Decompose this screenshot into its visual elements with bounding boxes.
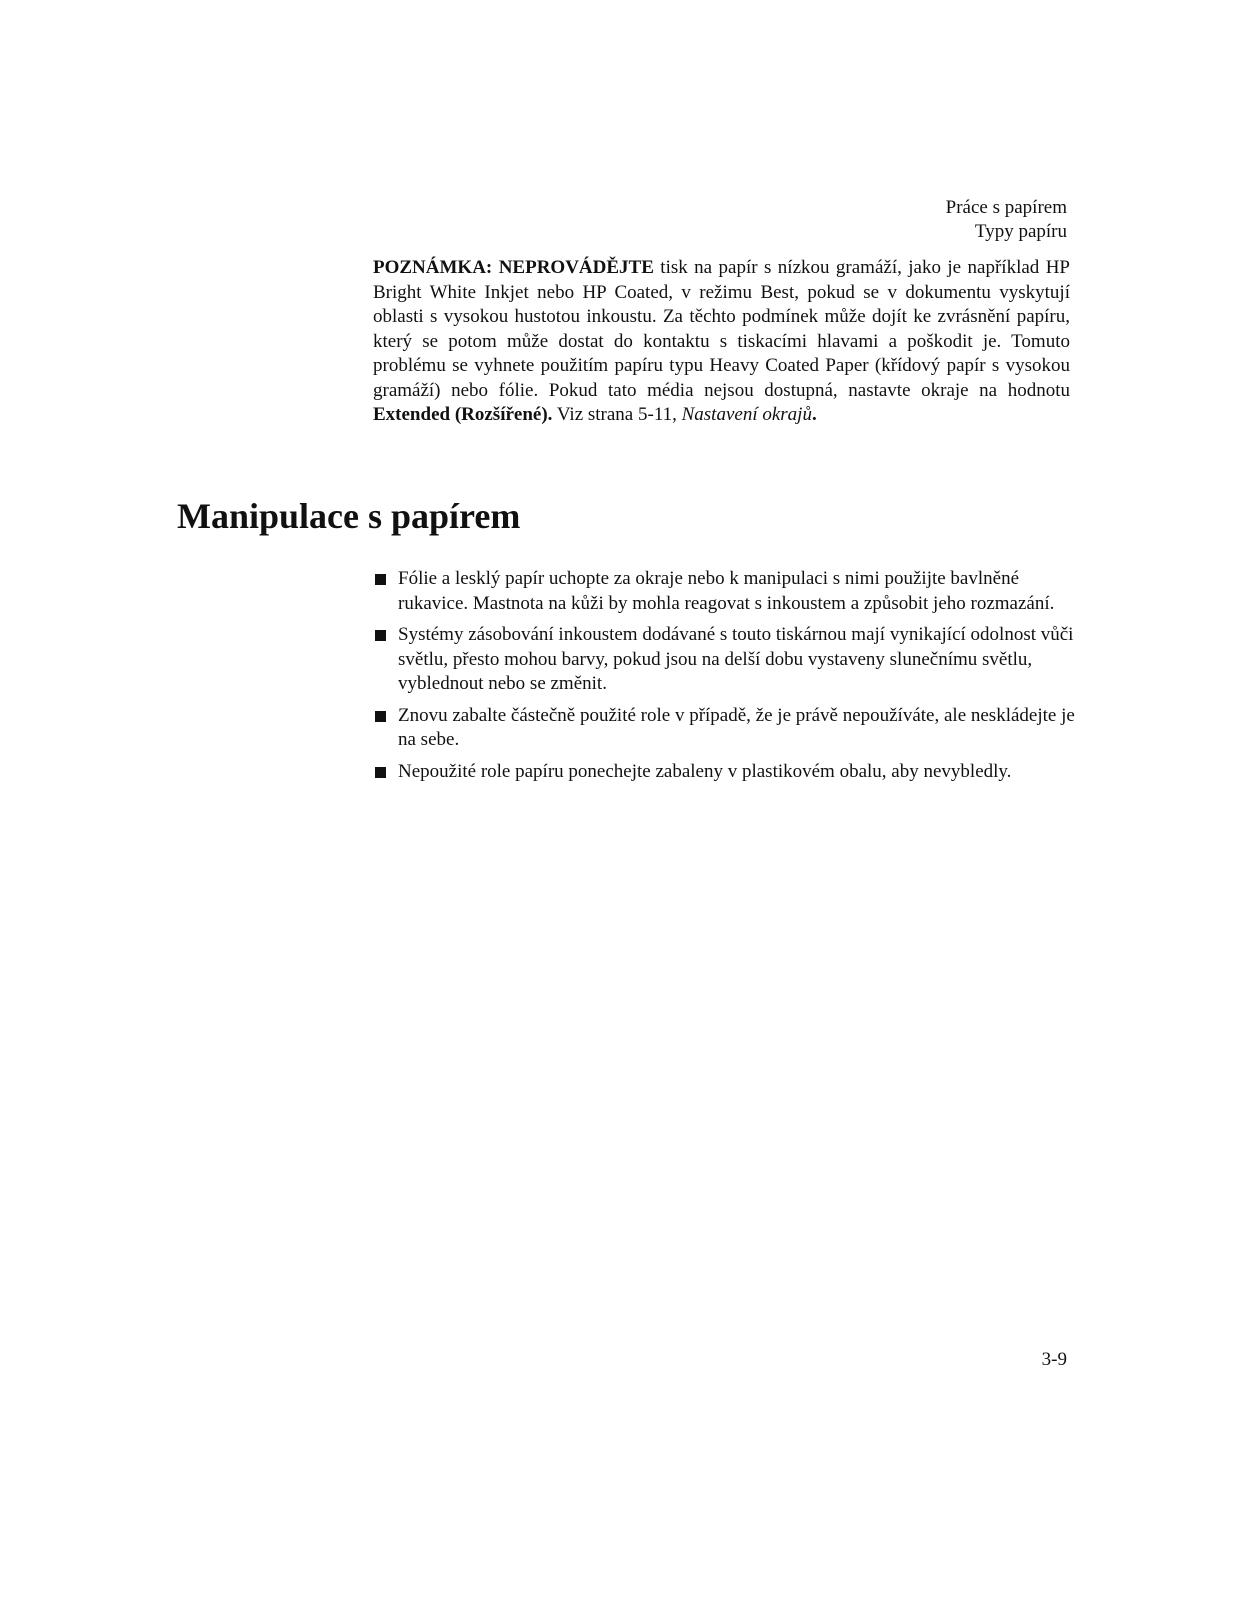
note-cross-reference[interactable]: Nastavení okrajů xyxy=(681,404,812,425)
bullet-square-icon xyxy=(375,711,386,722)
running-header xyxy=(946,196,1067,244)
list-item-text: Fólie a lesklý papír uchopte za okraje nebo k manipulaci s nimi použijte bavlněné rukavice. Mastnota na kůži by mohla reagovat s inkoustem a způsobit jeho rozmazání. xyxy=(398,568,1055,614)
note-emphasis: NEPROVÁDĚJTE xyxy=(498,257,654,278)
list-item-text: Systémy zásobování inkoustem dodávané s touto tiskárnou mají vynikající odolnost vůči světlu, přesto mohou barvy, pokud jsou na delší dobu vystaveny slunečnímu světlu, vyblednout nebo se změnit. xyxy=(398,624,1074,694)
note-paragraph xyxy=(373,256,1070,428)
section-title: Manipulace s papírem xyxy=(177,496,521,536)
note-end: . xyxy=(811,404,817,425)
note-setting: Extended (Rozšířené). xyxy=(373,404,553,425)
list-item xyxy=(373,760,1078,785)
header-section: Typy papíru xyxy=(974,221,1067,242)
note-text-1: tisk na papír s nízkou gramáží, jako je například HP Bright White Inkjet nebo HP Coated, v režimu Best, pokud se v dokumentu vyskytují oblasti s vysokou hustotou inkoustu. Za těchto podmínek může dojít ke zvrásnění papíru, který se potom může dostat do kontaktu s tiskacími hlavami a poškodit je. Tomuto problému se vyhnete použitím papíru typu Heavy Coated Paper (křídový papír s vysokou gramáží) nebo fólie. Pokud tato média nejsou dostupná, nastavte okraje na hodnotu xyxy=(373,257,1070,401)
list-item xyxy=(373,567,1078,616)
bullet-square-icon xyxy=(375,574,386,585)
list-item-text: Nepoužité role papíru ponechejte zabaleny v plastikovém obalu, aby nevybledly. xyxy=(398,760,1012,782)
header-chapter: Práce s papírem xyxy=(945,197,1067,218)
list-item xyxy=(373,704,1078,753)
note-text-2: Viz strana 5-11, xyxy=(552,404,682,425)
page-number: 3-9 xyxy=(1041,1349,1067,1370)
list-item-text: Znovu zabalte částečně použité role v případě, že je právě nepoužíváte, ale neskládejte je na sebe. xyxy=(398,704,1075,750)
bullet-square-icon xyxy=(375,767,386,778)
bullet-square-icon xyxy=(375,630,386,641)
list-item xyxy=(373,623,1078,697)
note-label: POZNÁMKA: xyxy=(373,257,493,278)
bullet-list xyxy=(373,567,1078,791)
